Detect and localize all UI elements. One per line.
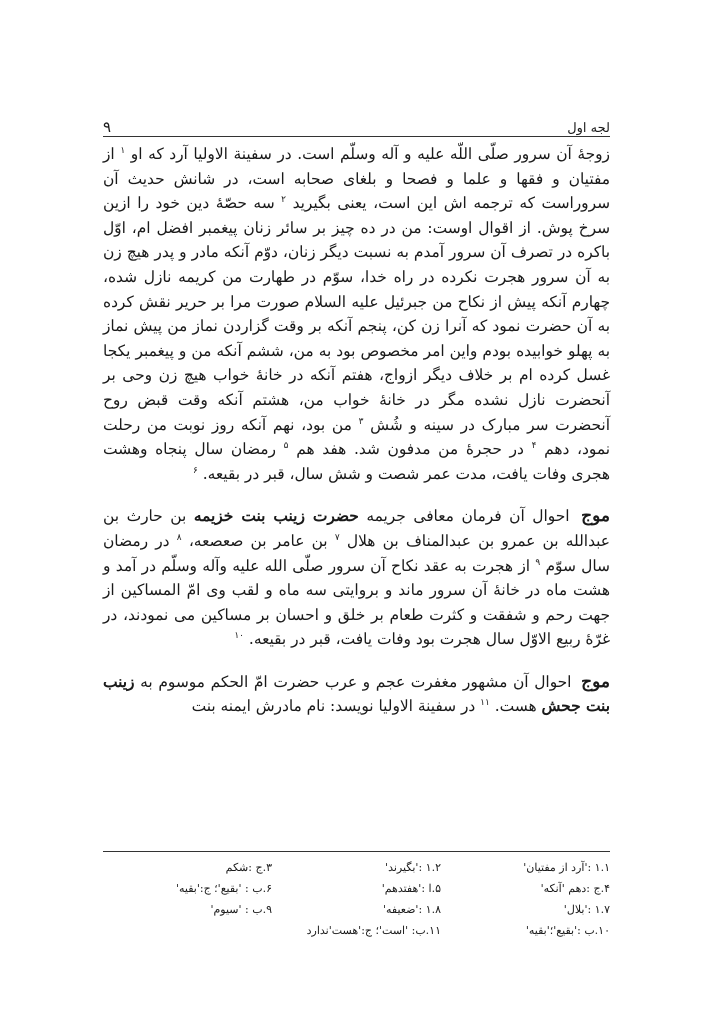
paragraph-1 (103, 142, 610, 486)
footnote: ۱.۱ :'آرد از مفتیان' (523, 861, 610, 874)
footnote: ۴.ج :دهم 'آنکه' (540, 882, 610, 895)
footnote: ۶.ب : 'بقیع'؛ ج:'بقیه' (175, 882, 272, 895)
paragraph-3 (103, 670, 610, 719)
footnote-ref[interactable]: ۱ (120, 145, 126, 156)
footnote-row (103, 920, 610, 941)
text: زوجۀ آن سرور صلّی اللّه علیه و آله وسلّم است. در سفینة الاولیا آرد که او (130, 145, 610, 163)
page-header (103, 112, 610, 137)
text: در رمضان سال سوّم (103, 531, 610, 575)
text: رمضان سال پنجاه وهشت هجری وفات یافت، مدت عمر شصت و شش سال، قبر در بقیعه. (103, 440, 610, 483)
text: در سفینة الاولیا نویسد: نام مادرش ایمنه بنت (191, 697, 476, 716)
footnote: ۳.ج :شکم (225, 861, 272, 874)
paragraph-2 (103, 504, 610, 652)
footnote: ۹.ب : 'سیوم' (210, 903, 272, 916)
footnote: ۱۰.ب :'بقیع'؛'بقیه' (525, 924, 610, 937)
footnote-ref[interactable]: ۴ (531, 441, 537, 451)
footnote-ref[interactable]: ۷ (334, 532, 340, 543)
text: بن حارث بن عبدالله بن عمرو بن عبدالمناف بن هلال (103, 507, 610, 550)
bold-name: حضرت زینب بنت خزیمه (193, 507, 359, 526)
footnote-divider (103, 851, 610, 852)
footnote: ۵.ا :'هفتدهم' (381, 882, 441, 895)
footnote-ref[interactable]: ۱۱ (480, 698, 490, 709)
footnote: ۱۱.ب: 'است'؛ ج:'هست'ندارد (306, 924, 441, 937)
section-mark: موج (581, 671, 610, 692)
footnote-row (103, 857, 610, 878)
footnote-ref[interactable]: ۹ (535, 557, 541, 568)
footnote-ref[interactable]: ۶ (192, 465, 198, 476)
footnote-ref[interactable]: ۸ (176, 532, 182, 543)
footnote-ref[interactable]: ۵ (283, 441, 289, 451)
text: از هجرت به عقد نکاح آن سرور صلّی الله علیه وآله وسلّم در آمد و هشت ماه در خانۀ آن سرور ماند و بروایتی سه ماه و لقب وی امّ المساکین از جهت رحم و شفقت و کثرت طعام بر خلق و احسان بر مساکین می نمودند، در غرّۀ ربیع الاوّل سال هجرت بود وفات یافت، قبر در بقیعه. (103, 556, 610, 649)
footnote-ref[interactable]: ۱۰ (234, 631, 245, 642)
footnote: ۱.۲ :'بگیرند' (385, 861, 441, 874)
page-number: ۹ (103, 118, 112, 136)
footnote-ref[interactable]: ۳ (358, 416, 364, 427)
text: بن عامر بن صعصعه، (188, 531, 328, 550)
section-mark: موج (581, 506, 610, 527)
footnote-row (103, 899, 610, 920)
footnote: ۱.۸ :'ضعیفه' (382, 903, 441, 916)
main-text (103, 142, 610, 719)
text: احوال آن مشهور مغفرت عجم و عرب حضرت امّ الحکم موسوم به (140, 672, 572, 691)
footnote (103, 920, 272, 941)
text: هست. (494, 697, 537, 716)
text: در حجرۀ من مدفون شد. هفد هم (296, 440, 524, 459)
footnote: ۱.۷ :'بلال' (563, 903, 610, 916)
footnotes (103, 857, 610, 941)
bold-name: زینب بنت جحش (103, 672, 610, 716)
text: من بود، نهم آنکه روز نوبت من رحلت نمود، دهم (103, 415, 610, 459)
text: احوال آن فرمان معافی جریمه (366, 507, 570, 526)
running-title: لجه اول (567, 121, 610, 136)
footnote-row (103, 878, 610, 899)
text: سه حصّۀ دین خود را ازین سرخ پوش. از اقوال اوست: من در ده چیز بر سائر زنان پیغمبر افضل ام، اوّل باکره در تصرف آن سرور آمدم به نسبت دیگر زنان، دوّم آنکه مادر و پدر هیچ زن به آن سرور هجرت نکرده در راه خدا، سوّم در طهارت من کریمه نازل شده، چهارم آنکه پیش از نکاح من جبرئیل علیه السلام صورت مرا بر حریر نقش کرده به آن حضرت نمود که آنرا زن کن، پنجم آنکه بر وقت گزاردن نماز من پیش نماز به پهلو خوابیده بودم واین امر مخصوص بود به من، ششم آنکه من و پیغمبر یکجا غسل کرده ام بر خلاف دیگر ازواج، هفتم آنکه در خانۀ خواب هیچ زن وحی بر آنحضرت نازل نشده مگر در خانۀ خواب من، هشتم آنکه وقت قبض روح آنحضرت سر مبارک در سینه و شُش (103, 194, 610, 434)
footnote-ref[interactable]: ۲ (281, 195, 286, 206)
text: از مفتیان و فقها و علما و فصحا و بلغای صحابه است، در شانش حدیث آن سروراست که ترجمه اش این است، یعنی بگیرید (103, 145, 610, 213)
